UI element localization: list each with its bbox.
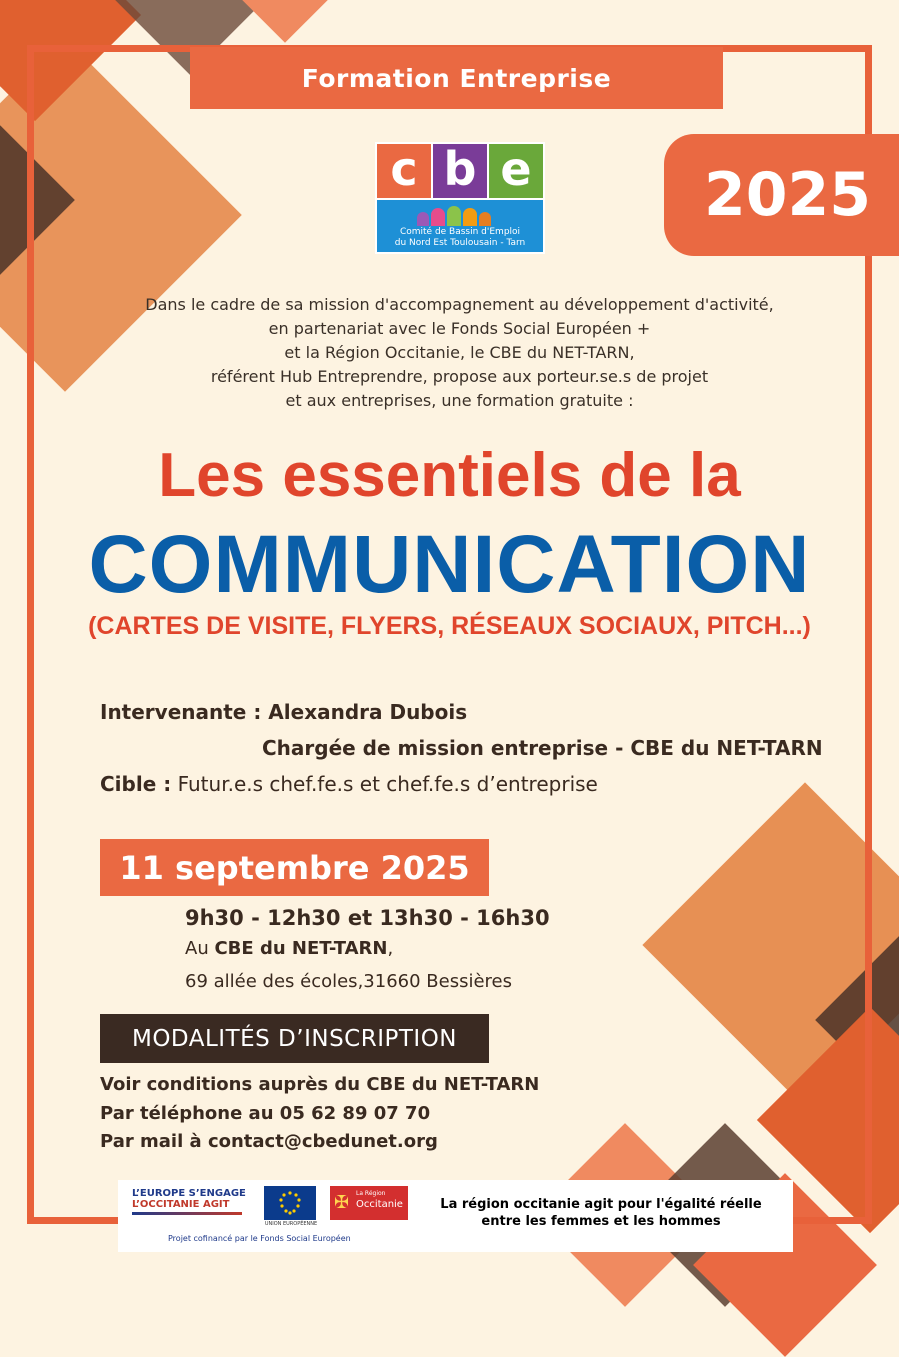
europe-underline <box>132 1212 242 1215</box>
region-small-text: La Région <box>356 1190 386 1197</box>
event-location <box>185 938 393 959</box>
location-prefix: Au <box>185 938 209 959</box>
speaker-role: Chargée de mission entreprise - CBE du NET-TARN <box>262 736 823 760</box>
europe-occitanie-logo <box>132 1188 250 1215</box>
logo-letter-b: b <box>433 144 487 198</box>
target-line <box>100 772 598 796</box>
event-hours: 9h30 - 12h30 et 13h30 - 16h30 <box>185 906 550 930</box>
logo-caption-block <box>377 200 543 252</box>
registration-line1: Voir conditions auprès du CBE du NET-TARN <box>100 1074 540 1095</box>
logo-caption-line2: du Nord Est Toulousain - Tarn <box>394 238 526 248</box>
logo-caption-line1: Comité de Bassin d'Emploi <box>399 227 521 237</box>
cbe-logo <box>375 142 545 254</box>
equality-line2: entre les femmes et les hommes <box>481 1214 721 1229</box>
europe-line1: L’EUROPE S’ENGAGE <box>132 1188 246 1199</box>
location-name: CBE du NET-TARN <box>214 938 388 959</box>
phone-number[interactable]: 05 62 89 07 70 <box>279 1103 431 1124</box>
intro-line: et la Région Occitanie, le CBE du NET-TARN, <box>284 343 635 362</box>
cofinance-caption: Projet cofinancé par le Fonds Social Européen <box>168 1234 351 1243</box>
year-badge <box>664 134 899 256</box>
region-occitanie-logo <box>330 1186 408 1220</box>
footer-partners <box>118 1180 793 1252</box>
logo-letter-c: c <box>377 144 431 198</box>
email-prefix: Par mail à <box>100 1131 202 1152</box>
equality-statement <box>416 1196 786 1230</box>
title-line2: COMMUNICATION <box>88 519 811 610</box>
event-address: 69 allée des écoles,31660 Bessières <box>185 971 512 992</box>
phone-prefix: Par téléphone au <box>100 1103 274 1124</box>
target-value: Futur.e.s chef.fe.s et chef.fe.s d’entreprise <box>177 772 598 796</box>
intro-line: Dans le cadre de sa mission d'accompagnement au développement d'activité, <box>145 295 774 314</box>
occitanie-cross-icon: ✠ <box>334 1192 350 1213</box>
registration-heading-box <box>100 1014 489 1063</box>
intro-line: et aux entreprises, une formation gratuite : <box>285 391 634 410</box>
logo-people-icon <box>417 204 507 226</box>
title-subtitle: (CARTES DE VISITE, FLYERS, RÉSEAUX SOCIAUX, PITCH...) <box>88 612 811 640</box>
intro-line: référent Hub Entreprendre, propose aux porteur.se.s de projet <box>210 367 709 386</box>
europe-line2: L’OCCITANIE AGIT <box>132 1199 230 1210</box>
registration-phone <box>100 1103 430 1124</box>
location-suffix: , <box>387 938 394 959</box>
intro-paragraph <box>100 293 819 413</box>
equality-line1: La région occitanie agit pour l'égalité réelle <box>440 1197 762 1212</box>
year-text: 2025 <box>704 160 871 230</box>
email-link[interactable]: contact@cbedunet.org <box>207 1131 438 1152</box>
speaker-line: Intervenante : Alexandra Dubois <box>100 700 468 724</box>
intro-line: en partenariat avec le Fonds Social Européen + <box>268 319 651 338</box>
title-line1: Les essentiels de la <box>158 441 741 510</box>
eu-caption: UNION EUROPÉENNE <box>264 1221 318 1227</box>
region-name: Occitanie <box>356 1199 403 1210</box>
registration-email <box>100 1131 438 1152</box>
event-date-box <box>100 839 489 896</box>
eu-flag-icon <box>264 1186 316 1220</box>
target-label: Cible : <box>100 772 172 796</box>
event-date: 11 septembre 2025 <box>119 848 470 887</box>
registration-heading: MODALITÉS D’INSCRIPTION <box>131 1025 458 1052</box>
header-banner: Formation Entreprise <box>190 47 723 109</box>
logo-letter-e: e <box>489 144 543 198</box>
